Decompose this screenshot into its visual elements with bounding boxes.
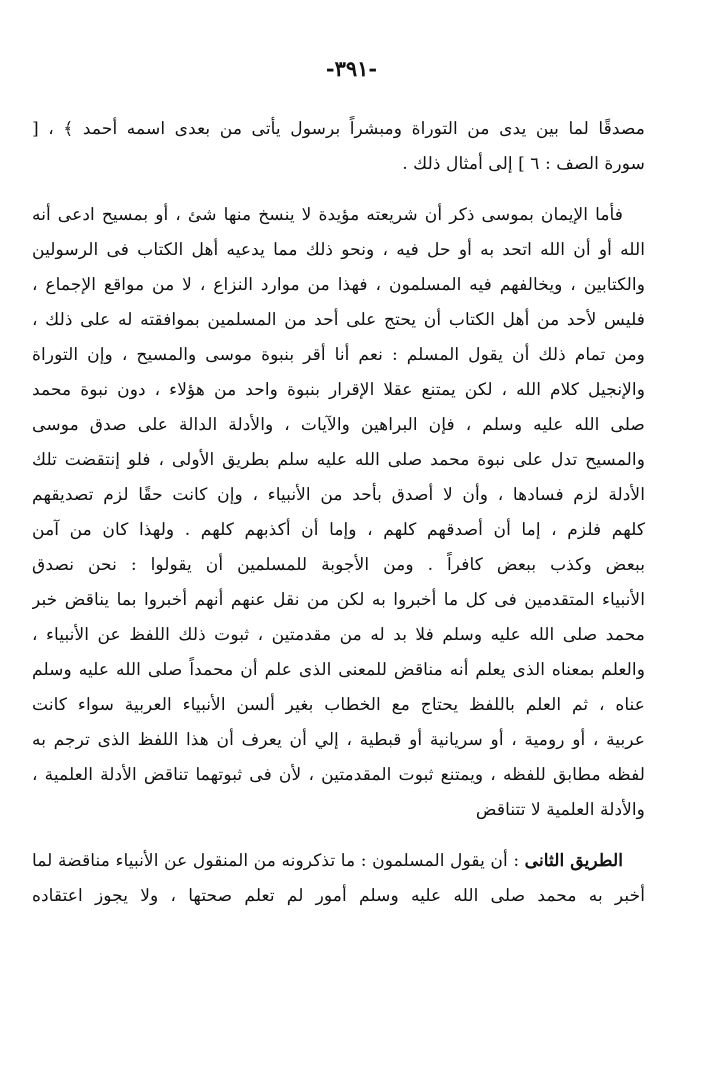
text-line: كلهم فلزم ، إما أن أصدقهم كلهم ، وإما أن أكذبهم كلهم . ولهذا كان من آمن (32, 520, 645, 540)
page-number: -٣٩١- (325, 56, 378, 81)
text-line: محمد صلى الله عليه وسلم فلا بد له من مقدمتين ، ثبوت ذلك اللفظ عن الأنبياء ، (32, 625, 645, 645)
text-line: سورة الصف : ٦ ] إلى أمثال ذلك . (402, 154, 645, 174)
text-line (32, 846, 645, 876)
text-line: ببعض وكذب ببعض كافراً . ومن الأجوبة للمسلمين أن يقولوا : نحن نصدق (32, 555, 645, 575)
text-line: ومن تمام ذلك أن يقول المسلم : نعم أنا أقر بنبوة موسى والمسيح ، وإن التوراة (32, 345, 645, 365)
text-line: والإنجيل كلام الله ، لكن يمتنع عقلا الإقرار بنبوة واحد من هؤلاء ، دون نبوة محمد (32, 380, 645, 400)
text-line: عربية ، أو رومية ، أو سريانية أو قبطية ، إلي أن يعرف أن هذا اللفظ الذى ترجم به (32, 730, 645, 750)
section-heading: الطريق الثانى (524, 851, 623, 871)
text-line: فليس لأحد من أهل الكتاب أن يحتج على أحد من المسلمين بموافقته له على ذلك ، (32, 310, 645, 330)
text-line: والعلم بمعناه الذى يعلم أنه مناقض للمعنى الذى علم أن محمداً صلى الله عليه وسلم (32, 660, 645, 680)
text-line: والمسيح تدل على نبوة محمد صلى الله عليه سلم بطريق الأولى ، فلو إنتقضت تلك (32, 450, 645, 470)
text-line: والأدلة العلمية لا تتناقض (475, 800, 645, 820)
text-line: الأنبياء المتقدمين فى كل ما أخبروا به لكن من نقل عنهم أنهم أخبروا بما يناقض خبر (32, 590, 645, 610)
text-line: والكتابين ، ويخالفهم فيه المسلمون ، فهذا من موارد النزاع ، لا من مواقع الإجماع ، (32, 275, 645, 295)
text-line: مصدقًا لما بين يدى من التوراة ومبشراً برسول يأتى من بعدى اسمه أحمد ﴾ ، [ (32, 119, 645, 139)
text-line-continuation: : أن يقول المسلمون : ما تذكرونه من المنقول عن الأنبياء مناقضة لما (32, 851, 525, 871)
text-line: صلى الله عليه وسلم ، فإن البراهين والآيات ، والأدلة الدالة على صدق موسى (32, 415, 645, 435)
text-line: أخبر به محمد صلى الله عليه وسلم أمور لم تعلم صحتها ، ولا يجوز اعتقاده (32, 886, 645, 906)
text-line: الأدلة لزم فسادها ، وأن لا أصدق بأحد من الأنبياء ، وإن كانت حقًا لزم تصديقهم (32, 485, 645, 505)
text-line: عناه ، ثم العلم باللفظ يحتاج مع الخطاب بغير ألسن الأنبياء العربية سواء كانت (32, 695, 645, 715)
text-line: فأما الإيمان بموسى ذكر أن شريعته مؤيدة لا ينسخ منها شئ ، أو بمسيح ادعى أنه (32, 205, 623, 225)
text-line: الله أو أن الله اتحد به أو حل فيه ، ونحو ذلك مما يدعيه أهل الكتاب فى الرسولين (32, 240, 645, 260)
text-line: لفظه مطابق للفظه ، ويمتنع ثبوت المقدمتين ، لأن فى ثبوتهما تناقض الأدلة العلمية ، (32, 765, 645, 785)
